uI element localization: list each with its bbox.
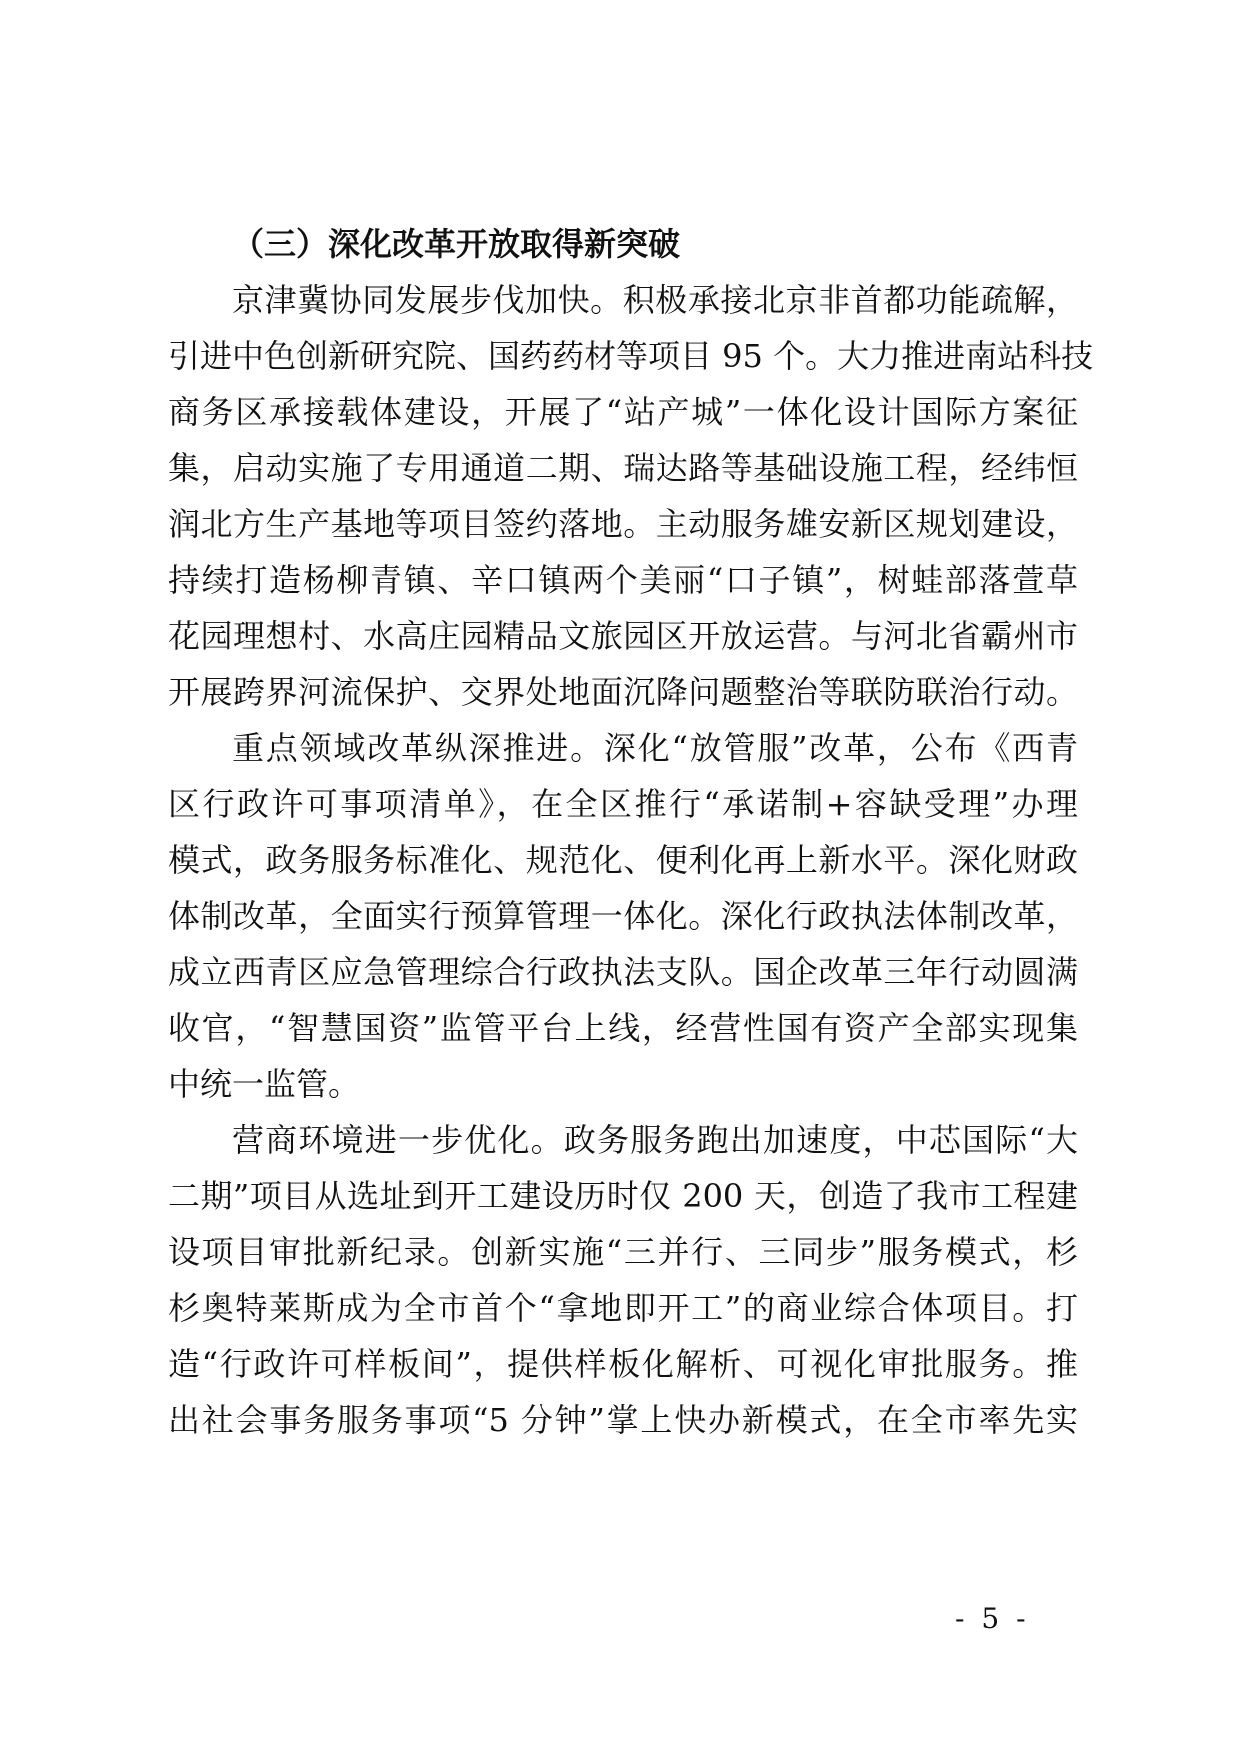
paragraph-2-line-6: 收官，“智慧国资”监管平台上线，经营性国有资产全部实现集 <box>168 1009 1078 1047</box>
paragraph-2-line-4: 体制改革，全面实行预算管理一体化。深化行政执法体制改革， <box>168 897 1078 935</box>
paragraph-3-line-5: 造“行政许可样板间”，提供样板化解析、可视化审批服务。推 <box>168 1345 1078 1383</box>
paragraph-2-line-5: 成立西青区应急管理综合行政执法支队。国企改革三年行动圆满 <box>168 953 1078 991</box>
paragraph-1-line-7: 花园理想村、水高庄园精品文旅园区开放运营。与河北省霸州市 <box>168 617 1078 655</box>
paragraph-1-line-3: 商务区承接载体建设，开展了“站产城”一体化设计国际方案征 <box>168 393 1078 431</box>
paragraph-1-line-4: 集，启动实施了专用通道二期、瑞达路等基础设施工程，经纬恒 <box>168 449 1078 487</box>
paragraph-1-line-8: 开展跨界河流保护、交界处地面沉降问题整治等联防联治行动。 <box>168 673 1078 711</box>
paragraph-1-line-1: 京津冀协同发展步伐加快。积极承接北京非首都功能疏解， <box>232 281 1078 319</box>
paragraph-1-line-6: 持续打造杨柳青镇、辛口镇两个美丽“口子镇”，树蛙部落萱草 <box>168 561 1078 599</box>
paragraph-3-line-6: 出社会事务服务事项“5 分钟”掌上快办新模式，在全市率先实 <box>168 1401 1078 1439</box>
paragraph-3-line-4: 杉奥特莱斯成为全市首个“拿地即开工”的商业综合体项目。打 <box>168 1289 1078 1327</box>
paragraph-3-line-2: 二期”项目从选址到开工建设历时仅 200 天，创造了我市工程建 <box>168 1177 1078 1215</box>
paragraph-2-line-2: 区行政许可事项清单》，在全区推行“承诺制+容缺受理”办理 <box>168 785 1078 823</box>
paragraph-3-line-3: 设项目审批新纪录。创新实施“三并行、三同步”服务模式，杉 <box>168 1233 1078 1271</box>
paragraph-3-line-1: 营商环境进一步优化。政务服务跑出加速度，中芯国际“大 <box>232 1121 1078 1159</box>
paragraph-2-line-1: 重点领域改革纵深推进。深化“放管服”改革，公布《西青 <box>232 729 1078 767</box>
page-number: - 5 - <box>955 1602 1030 1635</box>
paragraph-1-line-2: 引进中色创新研究院、国药药材等项目 95 个。大力推进南站科技 <box>168 337 1094 375</box>
paragraph-2-line-3: 模式，政务服务标准化、规范化、便利化再上新水平。深化财政 <box>168 841 1078 879</box>
paragraph-1-line-5: 润北方生产基地等项目签约落地。主动服务雄安新区规划建设， <box>168 505 1078 543</box>
section-heading: （三）深化改革开放取得新突破 <box>232 225 681 263</box>
paragraph-2-line-7: 中统一监管。 <box>168 1065 361 1103</box>
